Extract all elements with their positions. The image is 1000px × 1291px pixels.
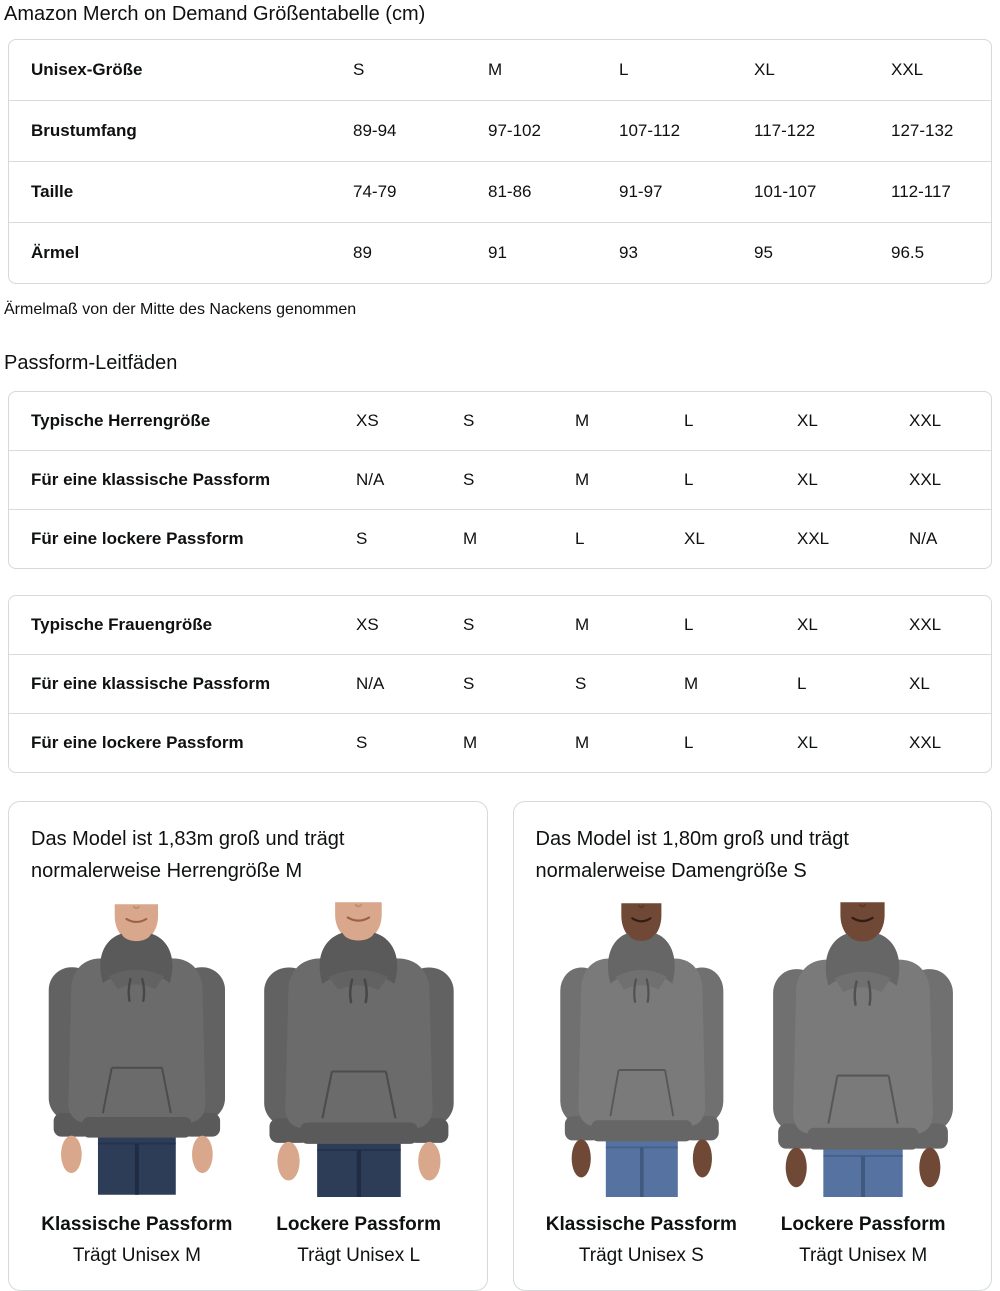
size-cell: XS bbox=[356, 411, 379, 430]
table-row bbox=[9, 161, 991, 222]
size-cell: XL bbox=[909, 654, 991, 713]
size-cell: L bbox=[797, 654, 909, 713]
male-model-loose-photo bbox=[253, 902, 465, 1197]
row-label: Brustumfang bbox=[9, 100, 353, 161]
size-cell: 89 bbox=[353, 222, 488, 283]
figure-caption bbox=[757, 1214, 969, 1267]
size-cell: S bbox=[575, 654, 684, 713]
size-cell: 89-94 bbox=[353, 100, 488, 161]
size-cell: 95 bbox=[754, 222, 891, 283]
size-cell: S bbox=[463, 615, 475, 634]
row-label: Für eine klassische Passform bbox=[9, 450, 356, 509]
size-cell: L bbox=[684, 411, 694, 430]
row-label: Für eine lockere Passform bbox=[9, 713, 356, 772]
size-cell: 96.5 bbox=[891, 222, 991, 283]
male-model-classic-photo bbox=[31, 902, 243, 1197]
size-cell: XXL bbox=[909, 411, 942, 430]
table-row bbox=[9, 654, 991, 713]
figure-caption bbox=[536, 1214, 748, 1267]
fit-label: Lockere Passform bbox=[276, 1214, 441, 1235]
unisex-size-table bbox=[8, 39, 992, 284]
fit-label: Lockere Passform bbox=[780, 1214, 946, 1235]
size-cell: 74-79 bbox=[353, 161, 488, 222]
row-label: Ärmel bbox=[9, 222, 353, 283]
size-column-header: M bbox=[488, 60, 503, 79]
model-cards bbox=[8, 801, 992, 1291]
size-column-header: XXL bbox=[891, 60, 924, 79]
size-column-header: XL bbox=[754, 60, 775, 79]
unisex-size-header: Unisex-Größe bbox=[31, 60, 143, 79]
table-row bbox=[9, 450, 991, 509]
size-cell: 93 bbox=[619, 222, 754, 283]
row-label: Typische Frauengröße bbox=[31, 615, 213, 634]
fit-label: Klassische Passform bbox=[41, 1214, 233, 1235]
size-cell: 127-132 bbox=[891, 100, 991, 161]
size-label: Trägt Unisex M bbox=[72, 1245, 201, 1266]
table-row bbox=[9, 713, 991, 772]
size-cell: XXL bbox=[909, 615, 942, 634]
size-cell: 101-107 bbox=[754, 161, 891, 222]
size-cell: XL bbox=[797, 615, 818, 634]
size-cell: M bbox=[684, 654, 797, 713]
table-row bbox=[9, 392, 991, 450]
table-row bbox=[9, 596, 991, 654]
row-label: Typische Herrengröße bbox=[31, 411, 211, 430]
card-heading: Das Model ist 1,80m groß und trägt normalerweise Damengröße S bbox=[535, 828, 849, 882]
card-heading: Das Model ist 1,83m groß und trägt normalerweise Herrengröße M bbox=[31, 828, 345, 882]
table-row bbox=[9, 222, 991, 283]
size-label: Trägt Unisex S bbox=[578, 1245, 704, 1266]
row-label: Für eine lockere Passform bbox=[9, 509, 356, 568]
size-cell: S bbox=[356, 509, 463, 568]
figures-row bbox=[31, 902, 465, 1267]
size-label: Trägt Unisex L bbox=[297, 1245, 421, 1266]
size-cell: 117-122 bbox=[754, 100, 891, 161]
table-row bbox=[9, 509, 991, 568]
sleeve-note: Ärmelmaß von der Mitte des Nackens genommen bbox=[4, 301, 357, 318]
size-cell: S bbox=[463, 450, 575, 509]
size-cell: M bbox=[575, 450, 684, 509]
female-model-loose-photo bbox=[757, 902, 969, 1197]
fit-label: Klassische Passform bbox=[545, 1214, 737, 1235]
model-figure bbox=[757, 902, 969, 1267]
size-cell: 81-86 bbox=[488, 161, 619, 222]
table-row bbox=[9, 40, 991, 100]
womens-model-card bbox=[513, 801, 993, 1291]
size-cell: XL bbox=[797, 411, 818, 430]
size-cell: N/A bbox=[356, 654, 463, 713]
female-model-classic-photo bbox=[536, 902, 748, 1197]
womens-fit-table bbox=[8, 595, 992, 773]
size-cell: 91-97 bbox=[619, 161, 754, 222]
fit-guides-heading: Passform-Leitfäden bbox=[4, 352, 178, 374]
size-cell: 112-117 bbox=[891, 161, 991, 222]
size-cell: XXL bbox=[797, 509, 909, 568]
model-figure bbox=[536, 902, 748, 1267]
size-cell: S bbox=[463, 411, 475, 430]
figure-caption bbox=[253, 1214, 465, 1267]
size-cell: XL bbox=[684, 509, 797, 568]
size-column-header: S bbox=[353, 60, 365, 79]
size-cell: S bbox=[463, 654, 575, 713]
size-cell: N/A bbox=[356, 450, 463, 509]
mens-model-card bbox=[8, 801, 488, 1291]
size-cell: L bbox=[684, 713, 797, 772]
model-figure bbox=[31, 902, 243, 1267]
mens-fit-table bbox=[8, 391, 992, 569]
size-chart-page bbox=[0, 2, 1000, 1291]
size-cell: S bbox=[356, 713, 463, 772]
row-label: Für eine klassische Passform bbox=[9, 654, 356, 713]
model-figure bbox=[253, 902, 465, 1267]
size-cell: N/A bbox=[909, 509, 991, 568]
figure-caption bbox=[31, 1214, 243, 1267]
size-cell: 107-112 bbox=[619, 100, 754, 161]
row-label: Taille bbox=[9, 161, 353, 222]
size-cell: L bbox=[684, 615, 694, 634]
size-column-header: L bbox=[619, 60, 629, 79]
size-cell: XXL bbox=[909, 713, 991, 772]
size-cell: M bbox=[575, 713, 684, 772]
size-cell: 97-102 bbox=[488, 100, 619, 161]
size-cell: L bbox=[575, 509, 684, 568]
size-label: Trägt Unisex M bbox=[799, 1245, 928, 1266]
size-cell: M bbox=[575, 615, 590, 634]
size-cell: XL bbox=[797, 450, 909, 509]
size-cell: M bbox=[575, 411, 590, 430]
size-cell: XS bbox=[356, 615, 379, 634]
size-cell: XL bbox=[797, 713, 909, 772]
size-cell: M bbox=[463, 509, 575, 568]
size-cell: M bbox=[463, 713, 575, 772]
page-title: Amazon Merch on Demand Größentabelle (cm) bbox=[4, 3, 426, 25]
size-cell: XXL bbox=[909, 450, 991, 509]
table-row bbox=[9, 100, 991, 161]
size-cell: L bbox=[684, 450, 797, 509]
size-cell: 91 bbox=[488, 222, 619, 283]
figures-row bbox=[536, 902, 970, 1267]
